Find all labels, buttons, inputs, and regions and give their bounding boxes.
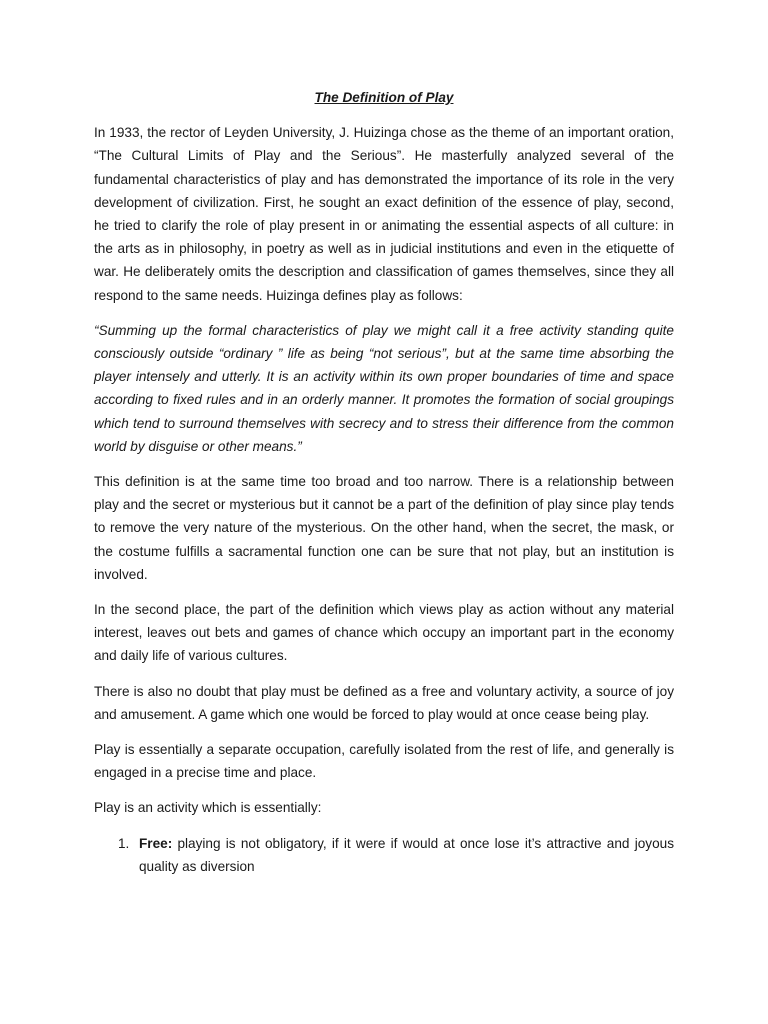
document-page (94, 86, 674, 878)
list-item-text: playing is not obligatory, if it were if would at once lose it’s attractive and joyous quality as diversion (139, 835, 674, 874)
list-item-term: Free: (139, 835, 173, 851)
paragraph-separate-occupation: Play is essentially a separate occupation, carefully isolated from the rest of life, and generally is engaged in a precise time and place. (94, 742, 674, 781)
document-title: The Definition of Play (314, 90, 454, 105)
paragraph-definition-critique: This definition is at the same time too broad and too narrow. There is a relationship between play and the secret or mysterious but it cannot be a part of the definition of play since play tends to remove the very nature of the mysterious. On the other hand, when the secret, the mask, or the costume fulfills a sacramental function one can be sure that not play, but an institution is involved. (94, 474, 674, 582)
list-item-number: 1. (118, 835, 130, 851)
paragraph-list-intro: Play is an activity which is essentially: (94, 800, 322, 816)
list-item (94, 832, 674, 878)
paragraph-second-place: In the second place, the part of the definition which views play as action without any material interest, leaves out bets and games of chance which occupy an important part in the economy and daily life of various cultures. (94, 602, 674, 664)
paragraph-intro: In 1933, the rector of Leyden University, J. Huizinga chose as the theme of an important oration, “The Cultural Limits of Play and the Serious”. He masterfully analyzed several of the fundamental characteristics of play and has demonstrated the importance of its role in the very development of civilization. First, he sought an exact definition of the essence of play, second, he tried to clarify the role of play present in or animating the essential aspects of all culture: in the arts as in philosophy, in poetry as well as in judicial institutions and even in the etiquette of war. He deliberately omits the description and classification of games themselves, since they all respond to the same needs. Huizinga defines play as follows: (94, 125, 674, 303)
characteristics-list (94, 832, 674, 878)
paragraph-quote: “Summing up the formal characteristics of play we might call it a free activity standing quite consciously outside “ordinary ” life as being “not serious”, but at the same time absorbing the player intensely and utterly. It is an activity within its own proper boundaries of time and space according to fixed rules and in an orderly manner. It promotes the formation of social groupings which tend to surround themselves with secrecy and to stress their difference from the common world by disguise or other means.” (94, 322, 674, 454)
paragraph-free-voluntary: There is also no doubt that play must be defined as a free and voluntary activity, a source of joy and amusement. A game which one would be forced to play would at once cease being play. (94, 683, 674, 722)
